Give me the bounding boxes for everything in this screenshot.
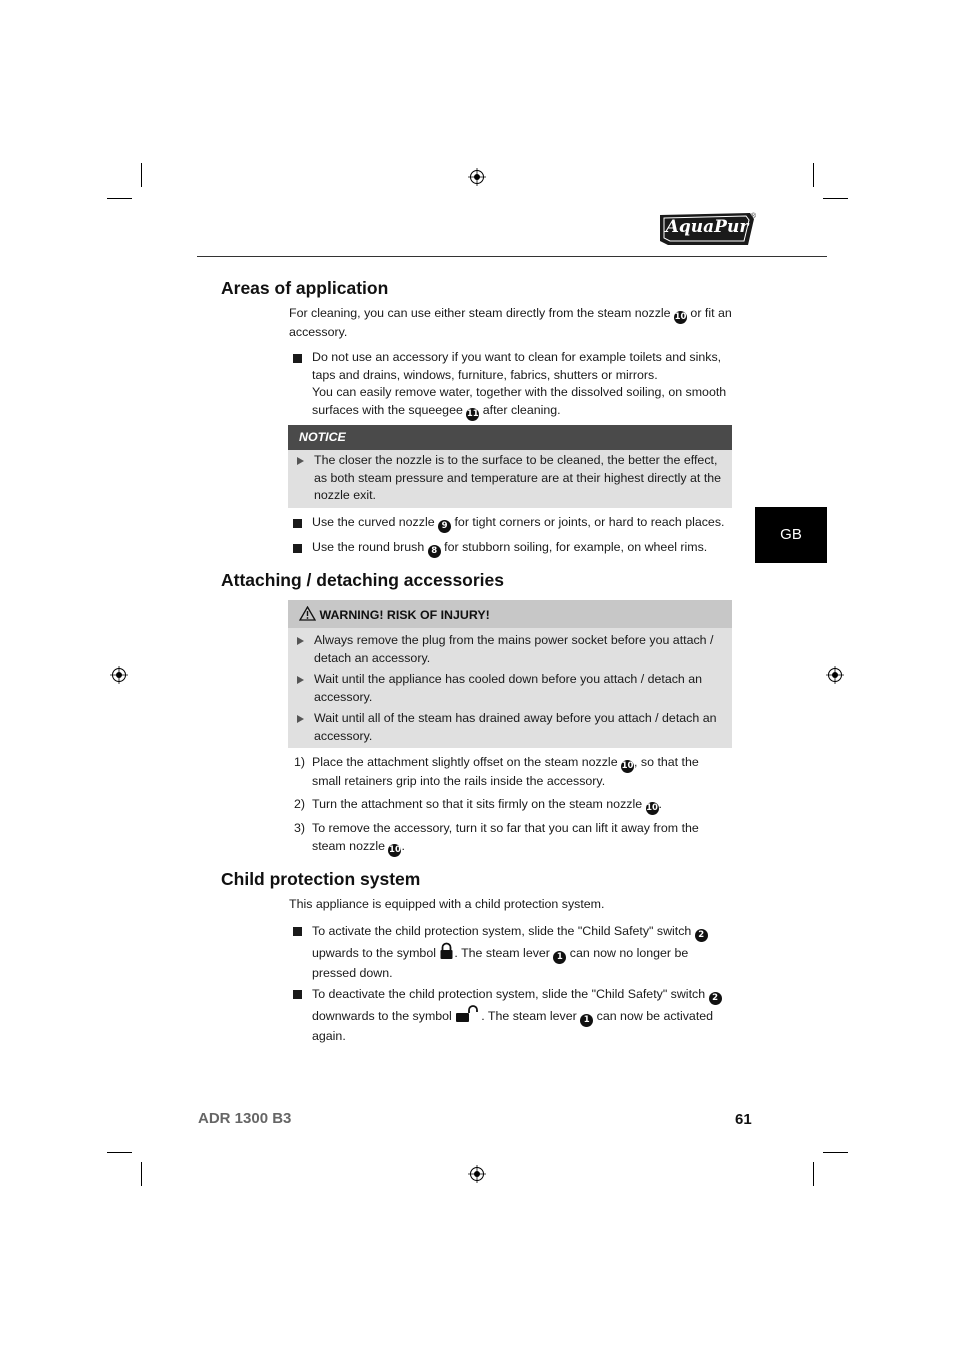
square-bullet-icon: [293, 544, 302, 553]
text: Use the round brush: [312, 540, 428, 554]
text: You can easily remove water, together with the dissolved soiling, on smooth surfaces with the squeegee: [312, 385, 727, 417]
ref-number: 1: [580, 1014, 593, 1027]
text: To remove the accessory, turn it so far that you can lift it away from the steam nozzle: [312, 821, 699, 853]
registration-mark-icon: [110, 666, 128, 684]
step-number: 2): [294, 797, 306, 811]
crop-mark: [107, 198, 132, 199]
text: upwards to the symbol: [312, 946, 440, 960]
ref-number: 10: [621, 761, 634, 771]
arrow-bullet-icon: [297, 457, 304, 465]
header-rule: [197, 256, 827, 257]
crop-mark: [813, 1162, 814, 1186]
square-bullet-icon: [293, 927, 302, 936]
text: after cleaning.: [479, 402, 561, 417]
text: [312, 384, 733, 421]
brand-reg-mark: ®: [750, 213, 756, 220]
text: Wait until the appliance has cooled down before you attach / detach an accessory.: [314, 672, 703, 704]
crop-mark: [813, 163, 814, 187]
warning-triangle-icon: [299, 606, 316, 621]
warning-heading: [288, 600, 732, 628]
step-number: 1): [294, 755, 306, 769]
warning-box: [288, 600, 732, 748]
ref-number: 2: [709, 992, 722, 1005]
notice-box: [288, 425, 732, 508]
text: Turn the attachment so that it sits firmly on the steam nozzle: [312, 797, 646, 811]
section-title-attach: Attaching / detaching accessories: [221, 570, 505, 590]
text: [312, 820, 730, 857]
text: can now be activated again.: [312, 1009, 714, 1043]
ref-number: 10: [389, 844, 401, 855]
square-bullet-icon: [293, 990, 302, 999]
ref-number: 9: [438, 520, 451, 533]
registration-mark-icon: [826, 666, 844, 684]
notice-heading: NOTICE: [288, 425, 732, 450]
registration-mark-icon: [468, 168, 486, 186]
text: or fit an accessory.: [289, 306, 732, 339]
text: [312, 985, 733, 1046]
crop-mark: [823, 1152, 848, 1153]
text: Place the attachment slightly offset on the steam nozzle: [312, 755, 622, 769]
text: .: [401, 838, 405, 853]
text: Do not use an accessory if you want to clean for example toilets and sinks, taps and drains, windows, furniture, fabrics, shutters or mirrors.: [312, 350, 722, 382]
list-item: [293, 985, 733, 1046]
text: [312, 754, 730, 791]
areas-intro: [289, 305, 734, 342]
section-title-areas: Areas of application: [221, 278, 389, 298]
text: . The steam lever: [454, 946, 554, 960]
text: Always remove the plug from the mains power socket before you attach / detach an accessory.: [314, 633, 714, 665]
text: downwards to the symbol: [312, 1009, 456, 1023]
text: .: [658, 797, 662, 811]
square-bullet-icon: [293, 519, 302, 528]
text: [312, 796, 730, 815]
text: , so that the small retainers grip into the rails inside the accessory.: [312, 755, 699, 788]
ref-number: 2: [695, 929, 708, 942]
section-title-child: Child protection system: [221, 869, 421, 889]
page-number: 61: [735, 1111, 752, 1128]
list-item: [294, 820, 730, 857]
text: can now no longer be pressed down.: [312, 946, 689, 980]
list-item: [293, 539, 733, 558]
text: For cleaning, you can use either steam directly from the steam nozzle: [289, 306, 674, 320]
child-intro: This appliance is equipped with a child protection system.: [289, 897, 605, 911]
ref-number: 10: [646, 803, 658, 813]
text: for tight corners or joints, or hard to reach places.: [451, 515, 725, 529]
list-item: [293, 514, 733, 533]
square-bullet-icon: [293, 354, 302, 363]
footer-model: ADR 1300 B3: [198, 1110, 292, 1127]
list-item: [293, 922, 733, 983]
list-item: [288, 671, 732, 706]
lock-open-icon: [455, 1005, 481, 1023]
list-item: [288, 452, 732, 505]
text: for stubborn soiling, for example, on wheel rims.: [440, 540, 708, 554]
step-number: 3): [294, 821, 306, 835]
text: [312, 922, 733, 983]
crop-mark: [107, 1152, 132, 1153]
crop-mark: [141, 1162, 142, 1186]
crop-mark: [141, 163, 142, 187]
crop-mark: [823, 198, 848, 199]
list-item: [294, 796, 730, 815]
arrow-bullet-icon: [297, 715, 304, 723]
text: [312, 514, 733, 533]
list-item: [288, 710, 732, 745]
ref-number: 11: [466, 408, 479, 419]
text: WARNING! RISK OF INJURY!: [319, 608, 490, 622]
arrow-bullet-icon: [297, 676, 304, 684]
text: To activate the child protection system, slide the "Child Safety" switch: [312, 924, 695, 938]
lock-closed-icon: [439, 942, 454, 960]
ref-number: 8: [428, 545, 441, 558]
brand-logo-text: AquaPur: [665, 217, 749, 237]
text: To deactivate the child protection system, slide the "Child Safety" switch: [312, 987, 709, 1001]
registration-mark-icon: [468, 1165, 486, 1183]
ref-number: 10: [674, 312, 687, 322]
text: Wait until all of the steam has drained away before you attach / detach an accessory.: [314, 711, 717, 743]
list-item: [288, 632, 732, 667]
ref-number: 1: [553, 951, 566, 964]
text: Use the curved nozzle: [312, 515, 439, 529]
list-item: [294, 754, 730, 791]
brand-logo: [658, 211, 756, 247]
language-tab: GB: [755, 507, 827, 563]
text: . The steam lever: [481, 1009, 581, 1023]
text: [312, 539, 733, 558]
text: The closer the nozzle is to the surface to be cleaned, the better the effect, as both steam pressure and temperature are at their highest directly at the nozzle exit.: [314, 453, 722, 502]
arrow-bullet-icon: [297, 637, 304, 645]
list-item: [293, 349, 733, 421]
